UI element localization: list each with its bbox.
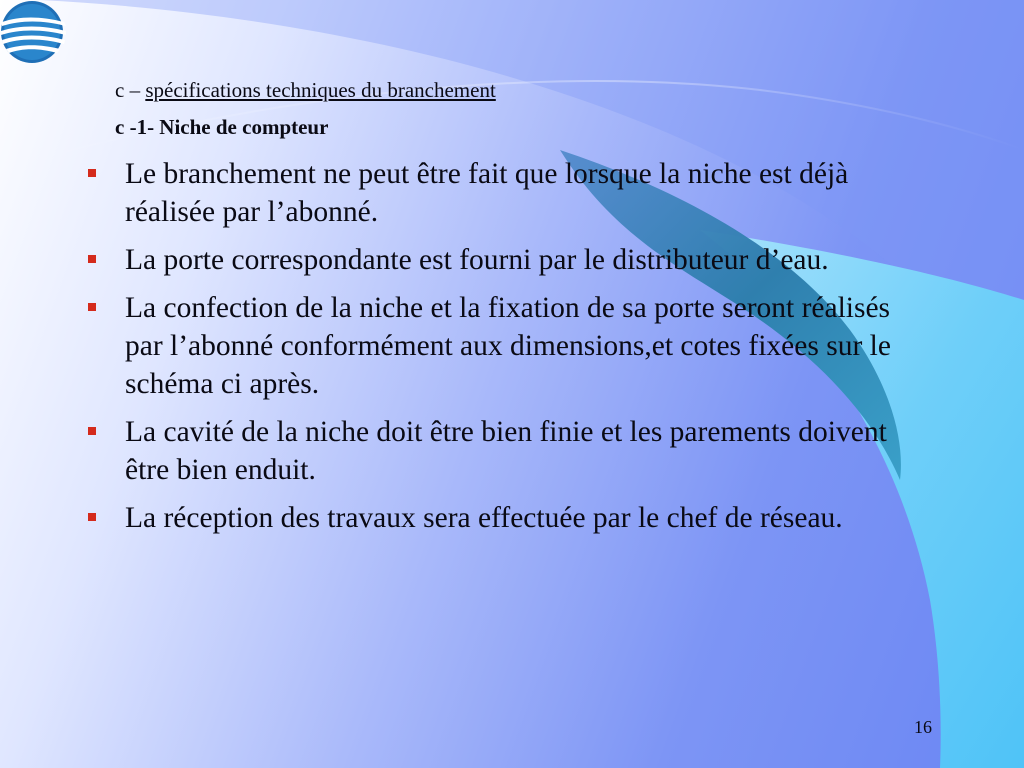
square-bullet-icon <box>88 513 96 521</box>
bullet-item <box>86 289 926 403</box>
square-bullet-icon <box>88 255 96 263</box>
bullet-text: La confection de la niche et la fixation de sa porte seront réalisés par l’abonné conformément aux dimensions,et cotes fixées sur le schéma ci après. <box>125 292 891 400</box>
square-bullet-icon <box>88 427 96 435</box>
bullet-list <box>86 155 926 547</box>
section-heading: c -1- Niche de compteur <box>115 115 329 139</box>
page-number: 16 <box>914 717 932 737</box>
section-subtitle-link[interactable]: spécifications techniques du branchement <box>145 78 496 102</box>
square-bullet-icon <box>88 303 96 311</box>
section-subtitle <box>115 77 496 103</box>
square-bullet-icon <box>88 169 96 177</box>
bullet-item <box>86 413 926 489</box>
bullet-item <box>86 155 926 231</box>
bullet-text: La porte correspondante est fourni par le distributeur d’eau. <box>125 244 829 276</box>
bullet-item <box>86 499 926 537</box>
bullet-text: La réception des travaux sera effectuée par le chef de réseau. <box>125 502 843 534</box>
bullet-text: Le branchement ne peut être fait que lorsque la niche est déjà réalisée par l’abonné. <box>125 158 849 228</box>
logo-icon <box>0 0 70 68</box>
section-prefix: c – <box>115 78 146 102</box>
bullet-text: La cavité de la niche doit être bien finie et les parements doivent être bien enduit. <box>125 416 887 486</box>
bullet-item <box>86 241 926 279</box>
